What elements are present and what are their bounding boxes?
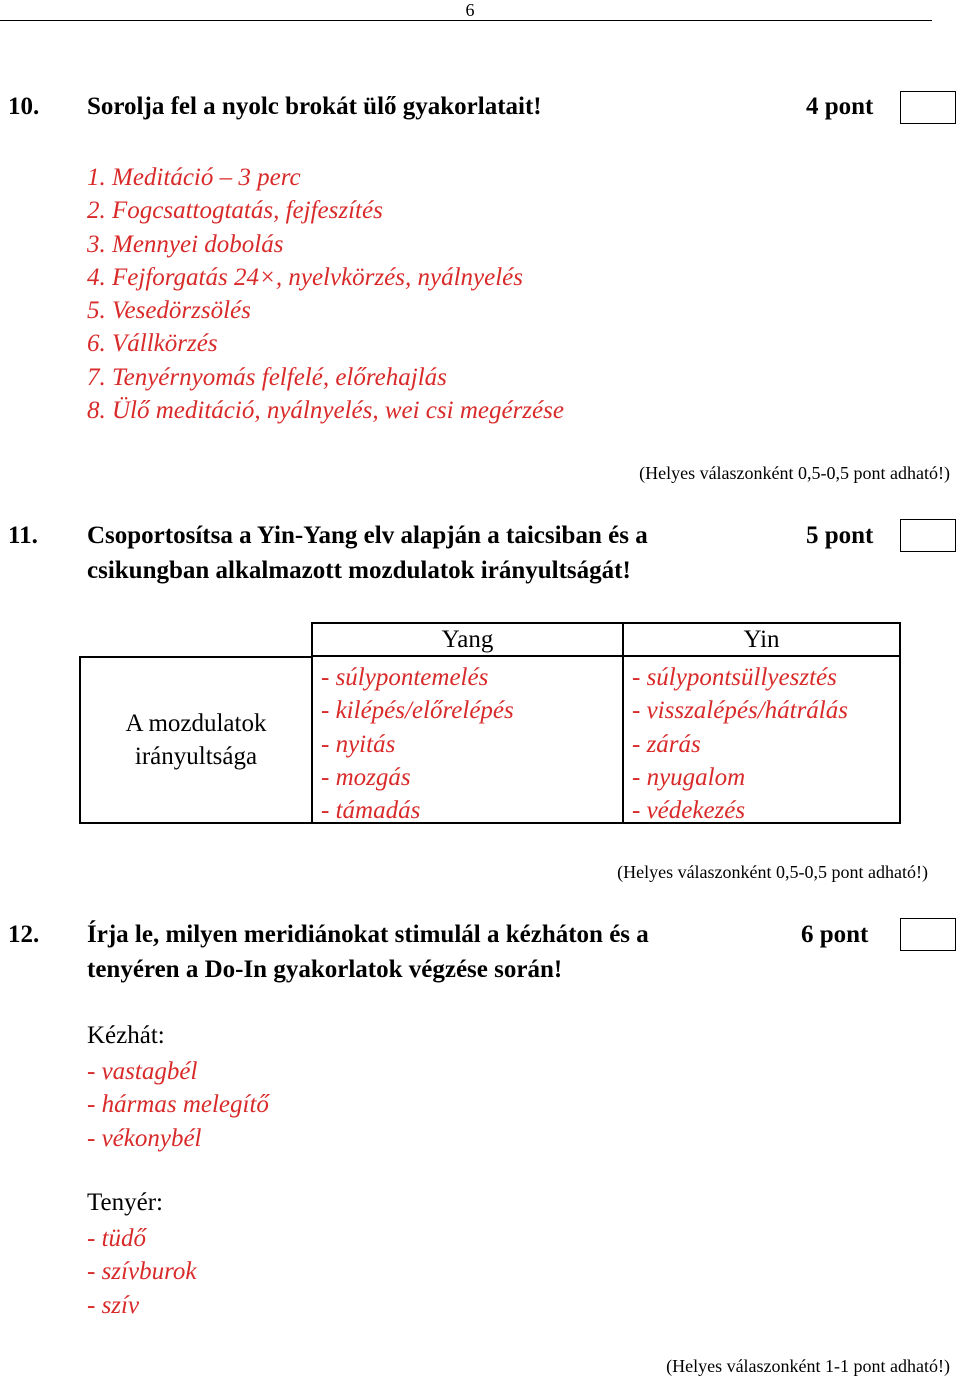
list-item: - vastagbél (87, 1058, 198, 1085)
table-header-yang: Yang (311, 622, 624, 657)
table-row: - mozgás (321, 763, 411, 791)
list-item: - hármas melegítő (87, 1091, 269, 1119)
table-row: - kilépés/előrelépés (321, 697, 514, 725)
table-header-yin: Yin (622, 622, 901, 657)
q10-number: 10. (8, 93, 40, 120)
q12-group1-label: Kézhát: (87, 1022, 165, 1049)
q11-number: 11. (8, 522, 38, 549)
q12-group1-list (87, 1055, 269, 1155)
list-item: 7. Tenyérnyomás felfelé, előrehajlás (87, 363, 447, 391)
q10-text: Sorolja fel a nyolc brokát ülő gyakorlatait! (87, 93, 542, 120)
q10-points: 4 pont (806, 93, 874, 120)
list-item: - tüdő (87, 1225, 147, 1252)
q10-scoring-note: (Helyes válaszonként 0,5-0,5 pont adható!) (639, 463, 950, 483)
table-row: - támadás (321, 797, 421, 825)
header-rule (0, 20, 932, 21)
q11-text-line1: Csoportosítsa a Yin-Yang elv alapján a taicsiban és a (87, 522, 648, 549)
table-row: - súlypontsüllyesztés (632, 664, 837, 691)
q12-number: 12. (8, 921, 40, 948)
list-item: 6. Vállkörzés (87, 330, 218, 358)
list-item: 2. Fogcsattogtatás, fejfeszítés (87, 197, 383, 225)
q12-text-line2: tenyéren a Do-In gyakorlatok végzése során! (87, 956, 563, 983)
q12-scoring-note: (Helyes válaszonként 1-1 pont adható!) (666, 1356, 950, 1376)
q11-scoring-note: (Helyes válaszonként 0,5-0,5 pont adható!) (617, 862, 928, 882)
q12-group2-label: Tenyér: (87, 1189, 163, 1216)
table-row: - visszalépés/hátrálás (632, 697, 848, 725)
list-item: 8. Ülő meditáció, nyálnyelés, wei csi megérzése (87, 397, 564, 425)
q11-points: 5 pont (806, 522, 874, 549)
list-item: - szívburok (87, 1258, 197, 1286)
q10-score-box[interactable] (900, 91, 956, 124)
list-item: - vékonybél (87, 1124, 202, 1152)
list-item: 3. Mennyei dobolás (87, 230, 284, 258)
q12-group2-list (87, 1222, 196, 1322)
table-row-label-line2: irányultsága (134, 743, 258, 770)
table-row: - zárás (632, 730, 701, 758)
list-item: 4. Fejforgatás 24×, nyelvkörzés, nyálnyelés (87, 263, 523, 291)
page-number: 6 (465, 0, 475, 20)
table-row: - súlypontemelés (321, 664, 489, 691)
list-item: - szív (87, 1291, 140, 1319)
table-row: - nyitás (321, 730, 396, 758)
table-cell-yin (622, 655, 901, 824)
table-row-label-line1: A mozdulatok (125, 710, 267, 737)
q12-points: 6 pont (801, 921, 869, 948)
table-row-label-cell (79, 656, 311, 824)
table-cell-yang (311, 655, 624, 824)
list-item: 1. Meditáció – 3 perc (87, 164, 301, 191)
q11-text-line2: csikungban alkalmazott mozdulatok irányultságát! (87, 557, 631, 584)
q11-score-box[interactable] (900, 519, 956, 552)
list-item: 5. Vesedörzsölés (87, 297, 251, 325)
q12-score-box[interactable] (900, 918, 956, 951)
table-row: - védekezés (632, 797, 746, 825)
q10-answer-list (87, 161, 564, 427)
q12-text-line1: Írja le, milyen meridiánokat stimulál a kézháton és a (87, 921, 649, 948)
table-row: - nyugalom (632, 763, 746, 791)
